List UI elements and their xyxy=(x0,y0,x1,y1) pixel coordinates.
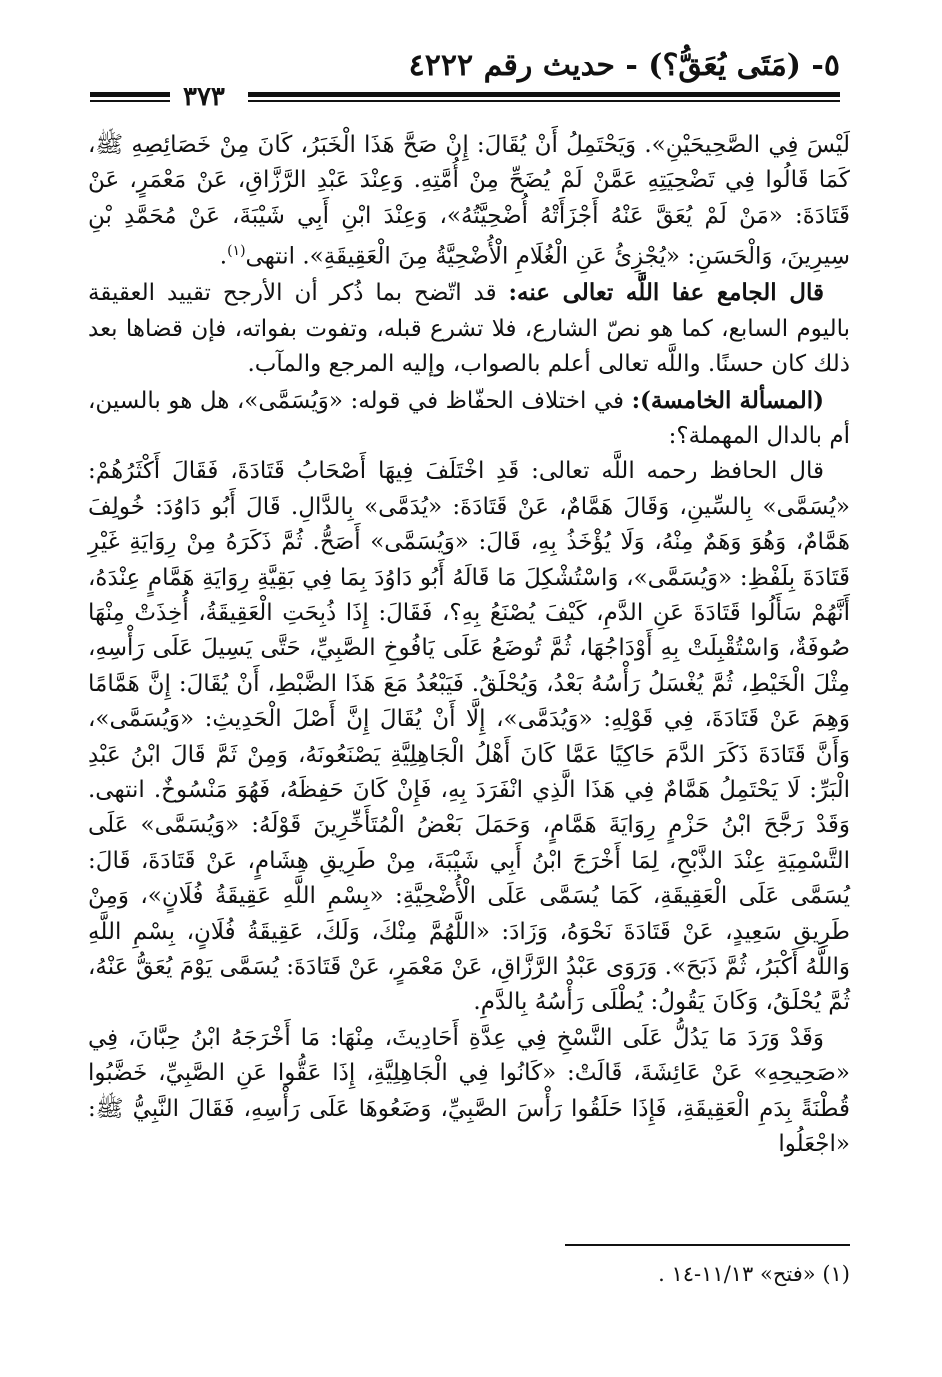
paragraph-1: لَيْسَ فِي الصَّحِيحَيْنِ». وَيَحْتَمِلُ أَنْ يُقَالَ: إِنْ صَحَّ هَذَا الْخَبَرُ، كَانَ مِنْ خَصَائِصِهِ ﷺ، كَمَا قَالُوا فِي تَضْحِيَتِهِ عَمَّنْ لَمْ يُضَحِّ مِنْ أُمَّتِهِ. وَعِنْدَ عَبْدِ الرَّزَّاقِ، عَنْ مَعْمَرٍ، عَنْ قَتَادَةَ: «مَنْ لَمْ يُعَقَّ عَنْهُ أَجْزَأَتْهُ أُضْحِيَّتُهُ»، وَعِنْدَ ابْنِ أَبِي شَيْبَةَ، عَنْ مُحَمَّدِ بْنِ سِيرِينَ، وَالْحَسَنِ: «يُجْزِئُ عَنِ الْغُلَامِ الْأُضْحِيَّةُ مِنَ الْعَقِيقَةِ». انتهى$^{(١)}$. xyxy=(88,132,850,270)
paragraph-2-lead: قال الجامع عفا اللَّه تعالى عنه: xyxy=(508,279,824,307)
chapter-title: ٥- (مَتَى يُعَقُّ؟) - حديث رقم ٤٢٢٢ xyxy=(408,48,840,83)
paragraph-2 xyxy=(88,275,850,382)
paragraph-4: قال الحافظ رحمه اللَّه تعالى: قَدِ اخْتَلَفَ فِيهَا أَصْحَابُ قَتَادَةَ، فَقَالَ أَكْثَرُهُمْ: «يُسَمَّى» بِالسِّينِ، وَقَالَ هَمَّامٌ، عَنْ قَتَادَةَ: «يُدَمَّى» بِالدَّالِ. قَالَ أَبُو دَاوُدَ: خُولِفَ هَمَّامٌ، وَهُوَ وَهَمٌ مِنْهُ، وَلَا يُؤْخَذُ بِهِ، قَالَ: «وَيُسَمَّى» أَصَحُّ. ثُمَّ ذَكَرَهُ مِنْ رِوَايَةِ غَيْرِ قَتَادَةَ بِلَفْظِ: «وَيُسَمَّى»، وَاسْتُشْكِلَ مَا قَالَهُ أَبُو دَاوُدَ بِمَا فِي بَقِيَّةِ رِوَايَةِ هَمَّامٍ عِنْدَهُ، أَنَّهُمْ سَأَلُوا قَتَادَةَ عَنِ الدَّمِ، كَيْفَ يُصْنَعُ بِهِ؟، فَقَالَ: إِذَا ذُبِحَتِ الْعَقِيقَةُ، أُخِذَتْ مِنْهَا صُوفَةٌ، وَاسْتُقْبِلَتْ بِهِ أَوْدَاجُهَا، ثُمَّ تُوضَعُ عَلَى يَافُوخِ الصَّبِيِّ، حَتَّى يَسِيلَ عَلَى رَأْسِهِ، مِثْلَ الْخَيْطِ، ثُمَّ يُغْسَلُ رَأْسُهُ بَعْدُ، وَيُحْلَقُ. فَيَبْعُدُ مَعَ هَذَا الضَّبْطِ، أَنْ يُقَالَ: إِنَّ هَمَّامًا وَهِمَ عَنْ قَتَادَةَ، فِي قَوْلِهِ: «وَيُدَمَّى»، إِلَّا أَنْ يُقَالَ إِنَّ أَصْلَ الْحَدِيثِ: «وَيُسَمَّى»، وَأَنَّ قَتَادَةَ ذَكَرَ الدَّمَ حَاكِيًا عَمَّا كَانَ أَهْلُ الْجَاهِلِيَّةِ يَصْنَعُونَهُ، وَمِنْ ثَمَّ قَالَ ابْنُ عَبْدِ الْبَرِّ: لَا يَحْتَمِلُ هَمَّامٌ فِي هَذَا الَّذِي انْفَرَدَ بِهِ، فَإِنْ كَانَ حَفِظَهُ، فَهُوَ مَنْسُوخٌ. انتهى. وَقَدْ رَجَّحَ ابْنُ حَزْمٍ رِوَايَةَ هَمَّامٍ، وَحَمَلَ بَعْضُ الْمُتَأَخِّرِينَ قَوْلَهُ: «وَيُسَمَّى» عَلَى التَّسْمِيَةِ عِنْدَ الذَّبْحِ، لِمَا أَخْرَجَ ابْنُ أَبِي شَيْبَةَ، مِنْ طَرِيقِ هِشَامٍ، عَنْ قَتَادَةَ، قَالَ: يُسَمَّى عَلَى الْعَقِيقَةِ، كَمَا يُسَمَّى عَلَى الْأُضْحِيَّةِ: «بِسْمِ اللَّهِ عَقِيقَةُ فُلَانٍ»، وَمِنْ طَرِيقِ سَعِيدٍ، عَنْ قَتَادَةَ نَحْوَهُ، وَزَادَ: «اللَّهُمَّ مِنْكَ، وَلَكَ، عَقِيقَةُ فُلَانٍ، بِسْمِ اللَّهِ وَاللَّهُ أَكْبَرُ، ثُمَّ ذَبَحَ». وَرَوَى عَبْدُ الرَّزَّاقِ، عَنْ مَعْمَرٍ، عَنْ قَتَادَةَ: يُسَمَّى يَوْمَ يُعَقُّ عَنْهُ، ثُمَّ يُحْلَقُ، وَكَانَ يَقُولُ: يُطْلَى رَأْسُهُ بِالدَّمِ. xyxy=(88,458,850,1016)
paragraph-2-text: قد اتّضح بما ذُكر أن الأرجح تقييد العقيقة باليوم السابع، كما هو نصّ الشارع، فلا تشرع قبله، وتفوت بفواته، فإن قضاها بعد ذلك كان حسنًا. واللَّه تعالى أعلم بالصواب، وإليه المرجع والمآب. xyxy=(88,280,851,378)
header-rule-right xyxy=(248,92,840,102)
footnote-separator xyxy=(565,1244,850,1246)
page-number: ٣٧٣ xyxy=(175,82,233,112)
header-rule-left xyxy=(90,92,170,102)
paragraph-3 xyxy=(88,383,850,455)
paragraph-1-text: لَيْسَ فِي الصَّحِيحَيْنِ». وَيَحْتَمِلُ أَنْ يُقَالَ: إِنْ صَحَّ هَذَا الْخَبَرُ، كَانَ مِنْ خَصَائِصِهِ ﷺ، كَمَا قَالُوا فِي تَضْحِيَتِهِ عَمَّنْ لَمْ يُضَحِّ مِنْ أُمَّتِهِ. وَعِنْدَ عَبْدِ الرَّزَّاقِ، عَنْ مَعْمَرٍ، عَنْ قَتَادَةَ: «مَنْ لَمْ يُعَقَّ عَنْهُ أَجْزَأَتْهُ أُضْحِيَّتُهُ»، وَعِنْدَ ابْنِ أَبِي شَيْبَةَ، عَنْ مُحَمَّدِ بْنِ سِيرِينَ، وَالْحَسَنِ: «يُجْزِئُ عَنِ الْغُلَامِ الْأُضْحِيَّةُ مِنَ الْعَقِيقَةِ». انتهى xyxy=(88,132,850,270)
footnote-ref: (١) xyxy=(227,243,246,260)
paragraph-3-text: في اختلاف الحفّاظ في قوله: «وَيُسَمَّى»، هل هو بالسين، أم بالدال المهملة؟: xyxy=(88,387,850,449)
paragraph-3-lead: (المسألة الخامسة): xyxy=(631,386,825,414)
page-header xyxy=(80,40,840,110)
main-text xyxy=(88,128,850,1162)
footnote: (١) «فتح» ١١/١٣-١٤ . xyxy=(658,1262,850,1286)
paragraph-5: وَقَدْ وَرَدَ مَا يَدُلُّ عَلَى النَّسْخِ فِي عِدَّةِ أَحَادِيثَ، مِنْهَا: مَا أَخْرَجَهُ ابْنُ حِبَّانَ، فِي «صَحِيحِهِ» عَنْ عَائِشَةَ، قَالَتْ: «كَانُوا فِي الْجَاهِلِيَّةِ، إِذَا عَقُّوا عَنِ الصَّبِيِّ، خَضَّبُوا قُطْنَةً بِدَمِ الْعَقِيقَةِ، فَإِذَا حَلَقُوا رَأْسَ الصَّبِيِّ، وَضَعُوهَا عَلَى رَأْسِهِ، فَقَالَ النَّبِيُّ ﷺ: «اجْعَلُوا xyxy=(88,1024,850,1158)
